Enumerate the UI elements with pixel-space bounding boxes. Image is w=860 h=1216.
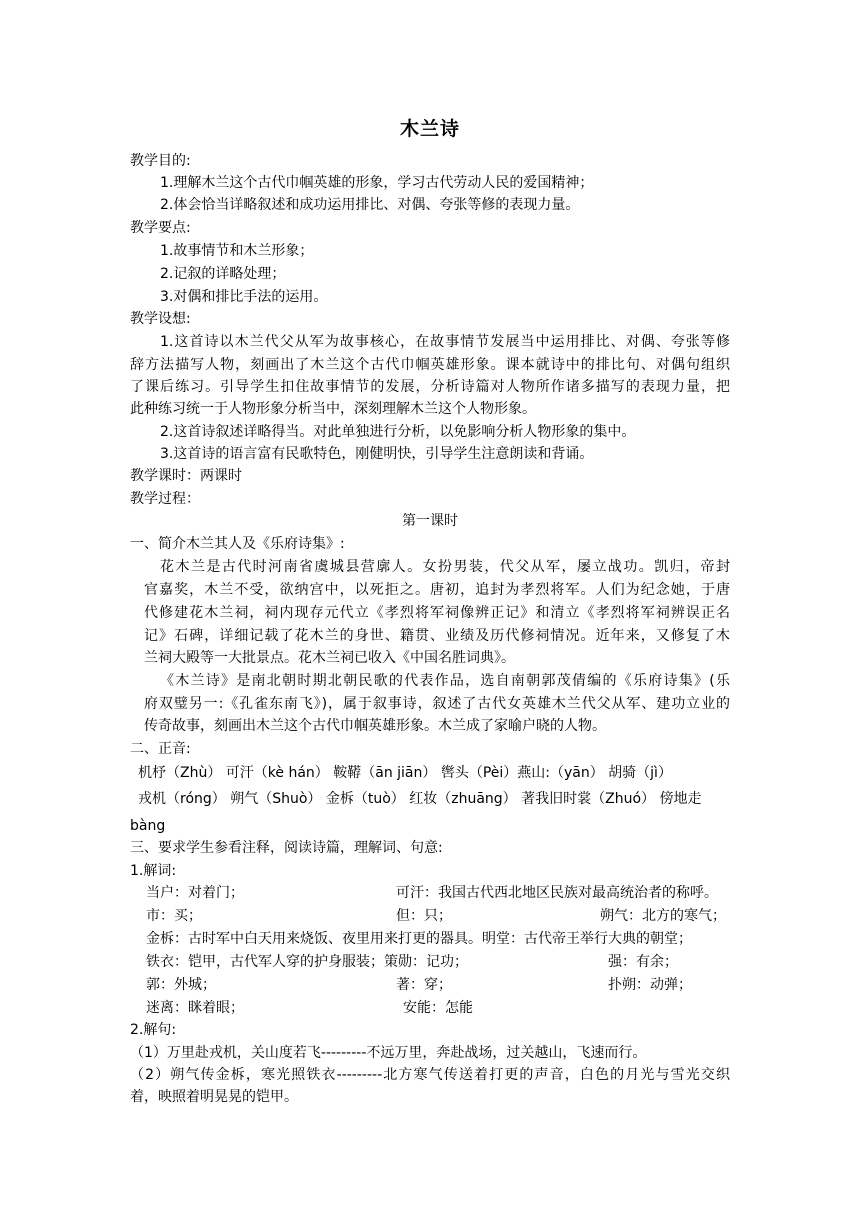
part-three-heading: 三、要求学生参看注释，阅读诗篇，理解词、句意: [130,840,443,856]
word-entry: 但：只； [396,908,452,924]
word-entry: 著：穿； [396,977,452,993]
pronunciation-line-3: bàng [130,818,166,834]
part-one-p1-line-3: 代修建花木兰祠，祠内现存元代立《孝烈将军祠像辨正记》和清立《孝烈将军祠辨误正名 [144,605,730,621]
word-entry: 扑朔：动弹； [608,977,692,993]
sentence-1: （1）万里赴戎机，关山度若飞---------不远万里，奔赴战场，过关越山，飞速而行。 [130,1045,647,1061]
idea-1-line-2: 辞方法描写人物，刻画出了木兰这个古代巾帼英雄形象。课本就诗中的排比句、对偶句组织 [130,357,730,373]
word-entry: 安能：怎能 [403,1000,473,1016]
process-heading: 教学过程： [130,491,200,507]
sentence-2-line-1: （2）朔气传金柝，寒光照铁衣---------北方寒气传送着打更的声音，白色的月光与雪光交织 [130,1067,730,1083]
part-one-p2-line-1: 《木兰诗》是南北朝时期北朝民歌的代表作品，选自南朝郭茂倩编的《乐府诗集》(乐 [160,673,730,689]
part-one-heading: 一、简介木兰其人及《乐府诗集》: [130,536,345,552]
word-entry: 当户：对着门； [146,885,244,901]
idea-heading: 教学设想: [130,311,191,327]
word-entry: 强：有余； [608,954,678,970]
pronunciation-line-2: 戎机（róng） 朔气（Shuò） 金柝（tuò） 红妆（zhuāng） 著我旧时裳（Zhuó） 傍地走 [138,791,702,807]
word-entry: 迷离：眯着眼； [146,1000,244,1016]
key-item-3: 3.对偶和排比手法的运用。 [160,289,328,305]
idea-item-3: 3.这首诗的语言富有民歌特色，刚健明快，引导学生注意朗读和背诵。 [160,446,594,462]
sentence-2-line-2: 着，映照着明晃晃的铠甲。 [130,1089,298,1105]
part-one-p1-line-5: 兰祠大殿等一大批景点。花木兰祠已收入《中国名胜词典》。 [144,650,515,666]
page-title: 木兰诗 [399,118,460,140]
word-entry: 郭：外城； [146,977,216,993]
words-heading: 1.解词: [130,863,177,879]
idea-1-line-1: 1.这首诗以木兰代父从军为故事核心，在故事情节发展当中运用排比、对偶、夸张等修 [160,334,730,350]
sentences-heading: 2.解句: [130,1022,177,1038]
part-one-p2-line-2: 府双璧另一:《孔雀东南飞》)，属于叙事诗，叙述了古代女英雄木兰代父从军、建功立业的 [144,696,730,712]
part-one-p2-line-3: 传奇故事，刻画出木兰这个古代巾帼英雄形象。木兰成了家喻户晓的人物。 [144,718,606,734]
part-one-p1-line-1: 花木兰是古代时河南省虞城县营廓人。女扮男装，代父从军，屡立战功。凯归，帝封 [160,559,730,575]
word-entry: 金柝：古时军中白天用来烧饭、夜里用来打更的器具。明堂：古代帝王举行大典的朝堂； [146,931,692,947]
idea-item-2: 2.这首诗叙述详略得当。对此单独进行分析，以免影响分析人物形象的集中。 [160,424,636,440]
class-hours: 教学课时：两课时 [130,468,242,484]
idea-1-line-4: 此种练习统一于人物形象分析当中，深刻理解木兰这个人物形象。 [130,401,536,417]
part-one-p1-line-2: 官嘉奖，木兰不受，欲纳宫中，以死拒之。唐初，追封为孝烈将军。人们为纪念她，于唐 [144,582,730,598]
word-entry: 市：买； [146,908,202,924]
lesson-one-heading: 第一课时 [402,513,458,529]
idea-1-line-3: 了课后练习。引导学生扣住故事情节的发展，分析诗篇对人物所作诸多描写的表现力量，把 [130,379,730,395]
key-item-1: 1.故事情节和木兰形象； [160,243,314,259]
pronunciation-line-1: 机杼（Zhù） 可汗（kè hán） 鞍鞯（ān jiān） 辔头（Pèi）燕山:（yān） 胡骑（jì） [138,765,672,781]
goal-item-2: 2.体会恰当详略叙述和成功运用排比、对偶、夸张等修的表现力量。 [160,197,580,213]
key-item-2: 2.记叙的详略处理； [160,266,286,282]
part-two-heading: 二、正音: [130,741,191,757]
goal-heading: 教学目的: [130,153,191,169]
word-entry: 朔气：北方的寒气； [600,908,726,924]
key-heading: 教学要点: [130,220,191,236]
part-one-p1-line-4: 记》石碑，详细记载了花木兰的身世、籍贯、业绩及历代修祠情况。近年来，又修复了木 [144,628,730,644]
goal-item-1: 1.理解木兰这个古代巾帼英雄的形象，学习古代劳动人民的爱国精神； [160,175,594,191]
word-entry: 可汗：我国古代西北地区民族对最高统治者的称呼。 [396,885,718,901]
word-entry: 铁衣：铠甲，古代军人穿的护身服装；策勋：记功； [146,954,468,970]
